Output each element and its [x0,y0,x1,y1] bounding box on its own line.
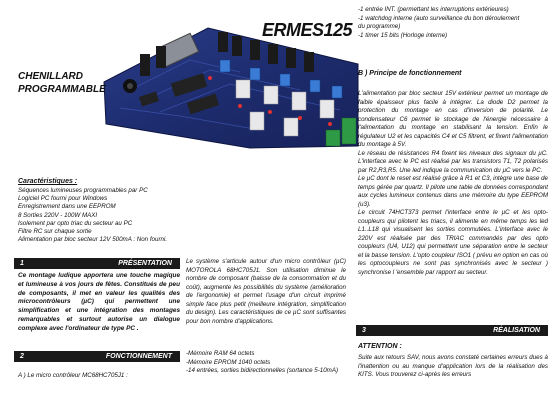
feature-line: -1 watchdog interne (auto surveillance du bon déroulement [358,14,520,22]
section-number: 2 [20,353,24,360]
section-number: 1 [20,260,24,267]
specs-list [186,350,356,376]
features-list [18,187,228,244]
section-title: PRÉSENTATION [118,260,172,267]
section-header-realisation [356,325,548,336]
principe-body [358,90,548,277]
system-description: Le système s'articule autour d'un micro contrôleur (µC) MOTOROLA 68HC705J1. Son utilisation diminue le nombre de composant (baisse de la consommation et du coût), augmente les possibilités du système (amélioration de l'ergonomie) et permet l'usage d'un circuit imprimé simple face plus petit (meilleure intégration, simplification du design). Les caractéristiques de ce µC sont suffisantes pour bon nombre d'applications. [186,258,346,325]
attention-heading: ATTENTION : [358,343,402,350]
principe-paragraph: L'alimentation par bloc secteur 15V extérieur permet un montage de faible épaisseur plus facile à intégrer. La diode D2 permet la protection du montage en cas d'inversion de polarité. Le condensateur C6 permet le stockage de l'énergie nécessaire à l'alimentation du montage en stabilisant la tension. Enfin le régulateur U2 et les capacités C4 et C5 filtrent, et fixent l'alimentation du montage à 5V. [358,90,548,148]
timer-features [358,6,550,40]
principe-paragraph: Le µC dont le reset est réalisé grâce à R1 et C3, intègre une base de temps gérée par quartz. Il pilote une table de données correspondant aux cycles lumineux contenus dans une mémoire du type EEPROM (u3). [358,175,548,208]
product-name-line2: PROGRAMMABLE [18,84,106,95]
features-heading: Caractéristiques : [18,178,78,185]
feature-item: Séquences lumineuses programmables par PC [18,187,148,194]
section-header-presentation [14,258,180,269]
spec-item: -14 entrées, sorties bidirectionnelles (sortance 5-10mA) [186,367,339,374]
spec-item: -Mémoire EPROM 1040 octets [186,358,271,366]
feature-item: Alimentation par bloc secteur 12V 500mA : Non fourni. [18,236,168,244]
feature-item: Filtre RC sur chaque sortie [18,228,92,236]
principe-heading: B ) Principe de fonctionnement [358,70,462,77]
feature-item: 8 Sorties 220V - 100W MAXI [18,211,98,219]
attention-text: Suite aux retours SAV, nous avons constaté certaines erreurs dues à l'inattention ou au manque d'application lors de la réalisation des KITS. Vous trouverez ci-après les erreurs [358,354,548,378]
feature-item: Isolement par opto triac du secteur au PC [18,219,133,227]
principe-paragraph: Le réseau de résistances R4 fixent les niveaux des signaux du µC. L'interface avec le PC est réalisé par les transistors T1, T2 polarisés par R2,R3,R5. Une led indique la communication du µC vers le PC. [358,149,548,174]
feature-item: Enregistrement dans une EEPROM [18,203,116,211]
feature-line: -1 entrée INT. (permettant les interruptions extérieures) [358,6,509,13]
principe-paragraph: Le circuit 74HCT373 permet l'interface entre le µC et les opto-coupleurs qui pilotent les triacs, il alimente en même temps les led L1..L18 qui visualisent les sorties commutées. L'interface avec le 220V est réalisée par des TRIAC commandés par des opto coupleurs (U4, U12) qui permettent une séparation entre le secteur et la basse tension. L'opto coupleur ISO1 ( prévu en option en cas où les optocoupleurs ne sont pas synchronisés avec le secteur ) synchronise l 'ensemble par rapport au secteur. [358,209,548,276]
feature-line: -1 timer 15 bits (Horloge interne) [358,31,448,39]
section-title: RÉALISATION [493,327,540,334]
feature-line: du programme) [358,23,401,30]
product-name [18,70,106,96]
product-title: ERMES125 [262,20,353,40]
spec-item: -Mémoire RAM 64 octets [186,350,255,357]
product-name-line1: CHENILLARD [18,71,83,82]
section-title: FONCTIONNEMENT [105,353,172,360]
feature-item: Logiciel PC fourni pour Windows [18,195,108,203]
section-header-fonctionnement [14,351,180,362]
section-number: 3 [362,327,366,334]
presentation-text: Ce montage ludique apportera une touche magique et lumineuse à vos jours de fêtes. Constitués de peu de composants, il met en valeur les qualités des microcontrôleurs (µC) qui permettent une simplification et une intégration des montages remarquables et surtout autorise un dialogue complexe avec l'ordinateur de type PC . [18,272,180,332]
microcontroller-heading: A ) Le micro contrôleur MC68HC705J1 : [18,372,128,379]
